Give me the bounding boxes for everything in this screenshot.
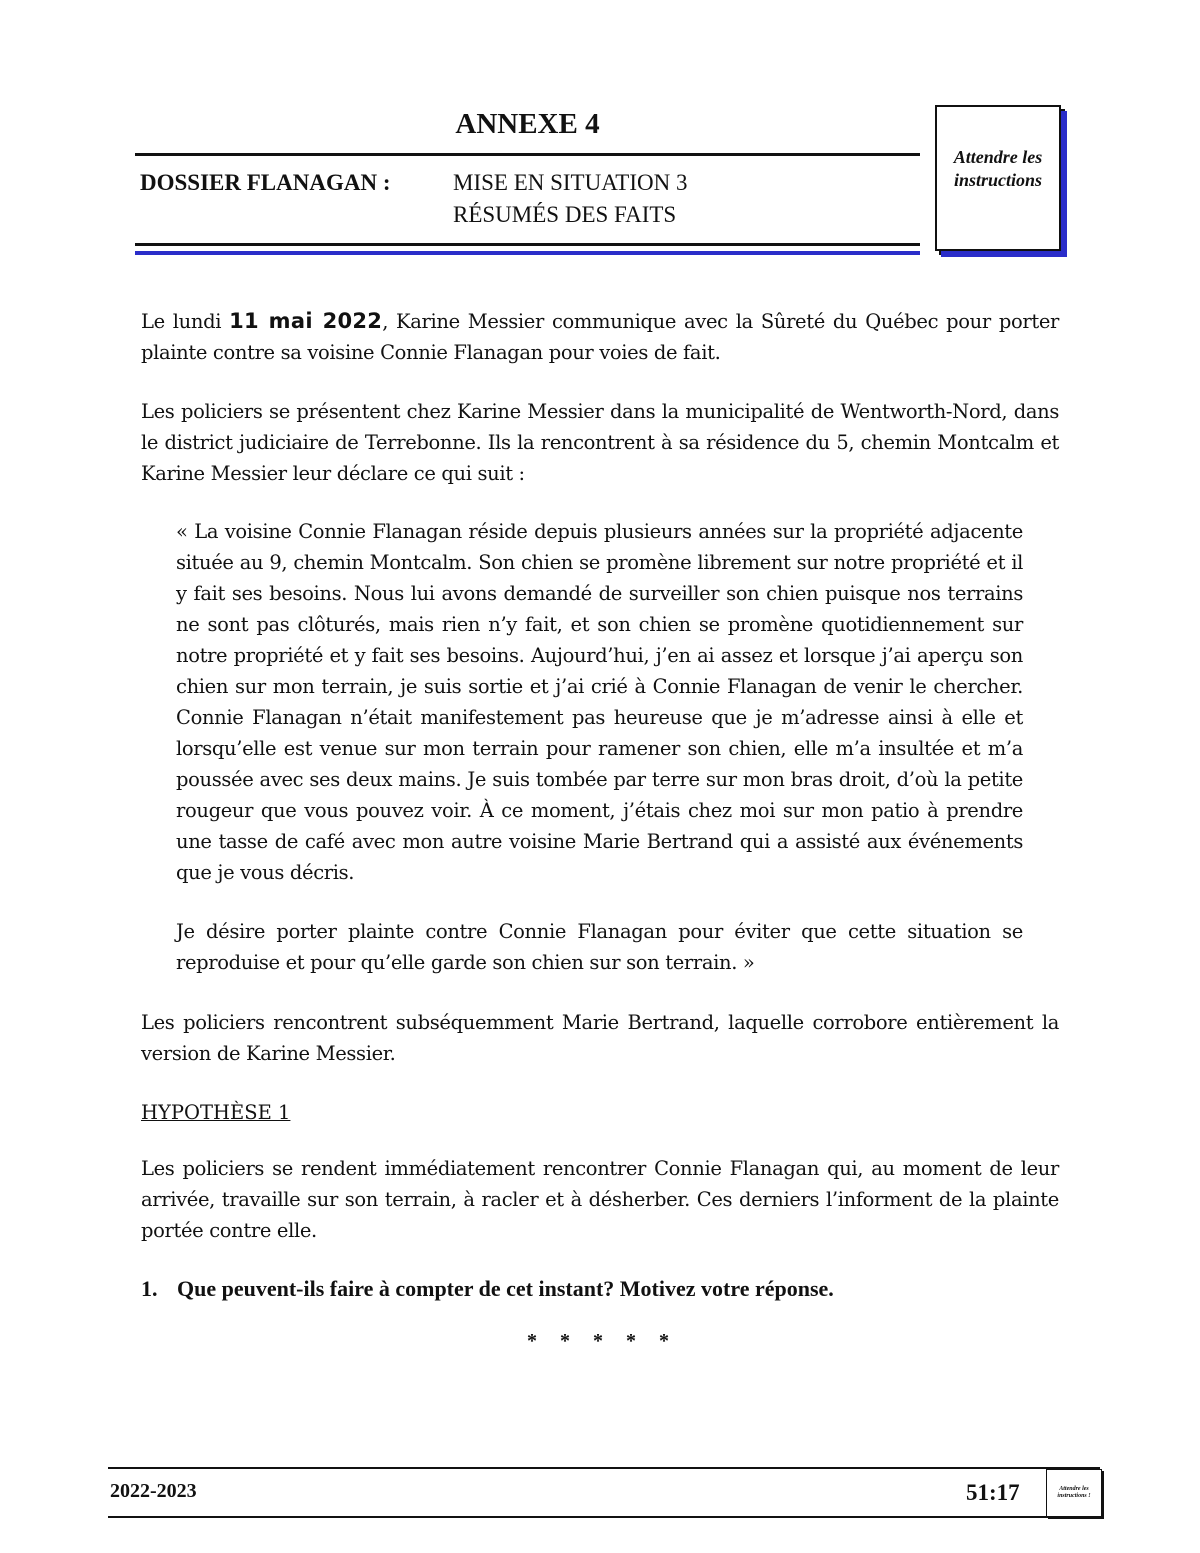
intro-suffix: , Karine Messier communique avec la Sûreté du Québec pour porter plainte contre sa voisine Connie Flanagan pour voies de fait.	[141, 310, 1059, 364]
footer-year: 2022-2023	[110, 1480, 197, 1502]
footer-rule-bottom	[108, 1516, 1100, 1518]
question-text: Que peuvent-ils faire à compter de cet instant? Motivez votre réponse.	[177, 1276, 834, 1301]
footer-page-code: 51:17	[966, 1480, 1020, 1505]
intro-paragraph	[141, 306, 1059, 368]
dossier-label: DOSSIER FLANAGAN :	[140, 170, 391, 195]
annex-title: ANNEXE 4	[455, 108, 600, 140]
instruction-text: Attendre les instructions	[953, 146, 1043, 190]
section-separator: * * * * *	[527, 1330, 678, 1352]
header-rule-top	[135, 153, 920, 156]
paragraph-3: Les policiers rencontrent subséquemment Marie Bertrand, laquelle corrobore entièrement la version de Karine Messier.	[141, 1011, 1059, 1065]
footer-rule-top	[108, 1467, 1100, 1469]
intro-prefix: Le lundi	[141, 310, 230, 333]
dossier-subtitle-line-1: MISE EN SITUATION 3	[453, 170, 688, 195]
header-rule-blue	[135, 251, 920, 255]
quote-paragraph-2: Je désire porter plainte contre Connie Flanagan pour éviter que cette situation se reproduise et pour qu’elle garde son chien sur son terrain. »	[176, 920, 1023, 974]
paragraph-2: Les policiers se présentent chez Karine Messier dans la municipalité de Wentworth-Nord, dans le district judiciaire de Terrebonne. Ils la rencontrent à sa résidence du 5, chemin Montcalm et Karine Messier leur déclare ce qui suit :	[141, 400, 1059, 485]
instruction-box	[935, 105, 1061, 251]
paragraph-4: Les policiers se rendent immédiatement rencontrer Connie Flanagan qui, au moment de leur arrivée, travaille sur son terrain, à racler et à désherber. Ces derniers l’informent de la plainte portée contre elle.	[141, 1157, 1059, 1242]
header-rule-black	[135, 243, 920, 246]
dossier-subtitle-line-2: RÉSUMÉS DES FAITS	[453, 202, 677, 227]
hypothesis-title: HYPOTHÈSE 1	[141, 1101, 291, 1124]
question-number: 1.	[141, 1276, 158, 1301]
intro-date: 11 mai 2022	[229, 309, 383, 333]
footer-stamp: Attendre les instructions !	[1046, 1469, 1102, 1517]
quote-paragraph-1: « La voisine Connie Flanagan réside depuis plusieurs années sur la propriété adjacente située au 9, chemin Montcalm. Son chien se promène librement sur notre propriété et il y fait ses besoins. Nous lui avons demandé de surveiller son chien puisque nos terrains ne sont pas clôturés, mais rien n’y fait, et son chien se promène quotidiennement sur notre propriété et y fait ses besoins. Aujourd’hui, j’en ai assez et lorsque j’ai aperçu son chien sur mon terrain, je suis sortie et j’ai crié à Connie Flanagan de venir le chercher. Connie Flanagan n’était manifestement pas heureuse que je m’adresse ainsi à elle et lorsqu’elle est venue sur mon terrain pour ramener son chien, elle m’a insultée et m’a poussée avec ses deux mains. Je suis tombée par terre sur mon bras droit, d’où la petite rougeur que vous pouvez voir. À ce moment, j’étais chez moi sur mon patio à prendre une tasse de café avec mon autre voisine Marie Bertrand qui a assisté aux événements que je vous décris.	[176, 520, 1023, 884]
question-1	[141, 1276, 834, 1302]
